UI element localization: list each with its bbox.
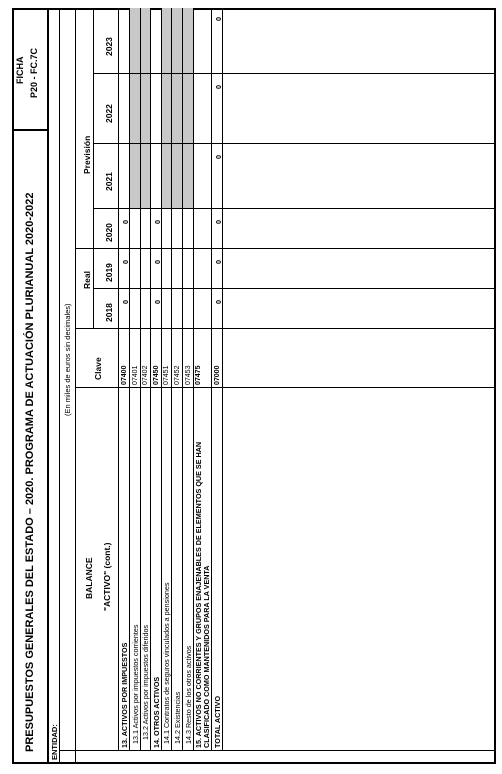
- value-cell: 0: [153, 260, 162, 264]
- value-cell: 0: [214, 17, 223, 21]
- value-cell: 0: [214, 300, 223, 304]
- row-label: CLASIFICADO COMO MANTENIDOS PARA LA VENTA: [202, 565, 211, 748]
- prevision-header: Previsión: [82, 135, 92, 174]
- value-cell: 0: [121, 220, 130, 224]
- year-header: 2022: [104, 104, 114, 123]
- value-cell: 0: [214, 260, 223, 264]
- real-header: Real: [82, 271, 92, 289]
- row-label: 15. ACTIVOS NO CORRIENTES Y GRUPOS ENAJENABLES DE ELEMENTOS QUE SE HAN: [194, 441, 203, 748]
- row-label: 14. OTROS ACTIVOS: [152, 676, 161, 748]
- value-cell: 0: [153, 220, 162, 224]
- ficha-code: P20 - FC.7C: [29, 47, 39, 98]
- value-cell: 0: [121, 300, 130, 304]
- year-header: 2019: [104, 263, 114, 282]
- year-header: 2021: [104, 172, 114, 191]
- year-header: 2018: [104, 303, 114, 322]
- value-cell: 0: [214, 85, 223, 89]
- value-cell: 0: [214, 220, 223, 224]
- row-label: 13.2 Activos por impuestos diferidos: [141, 624, 150, 740]
- year-header: 2023: [104, 37, 114, 56]
- clave-code: 07401: [132, 365, 139, 385]
- row-label: 14.1 Contratos de seguros vinculados a pensiones: [162, 582, 171, 744]
- clave-code: 07451: [163, 365, 170, 385]
- clave-code: 07402: [142, 365, 149, 385]
- clave-code: 07452: [174, 365, 181, 385]
- clave-code: 07400: [121, 365, 128, 385]
- value-cell: 0: [214, 155, 223, 159]
- clave-header: Clave: [93, 357, 103, 380]
- clave-code: 07450: [153, 365, 160, 385]
- value-cell: 0: [121, 260, 130, 264]
- row-label: 14.3 Resto de los otros activos: [184, 645, 193, 744]
- entidad-label: ENTIDAD:: [50, 724, 59, 760]
- value-cell: 0: [153, 300, 162, 304]
- units-note: (En miles de euros sin decimales): [63, 303, 72, 416]
- balance-header: BALANCE: [84, 557, 94, 599]
- clave-code: 07475: [195, 365, 202, 385]
- shaded-cell: [161, 8, 193, 208]
- row-label: 13. ACTIVOS POR IMPUESTOS: [120, 642, 129, 748]
- row-label: 14.2 Existencias: [173, 691, 182, 744]
- row-label: 13.1 Activos por impuestos corrientes: [131, 624, 140, 744]
- clave-code: 07453: [185, 365, 192, 385]
- page-title: PRESUPUESTOS GENERALES DEL ESTADO – 2020. PROGRAMA DE ACTUACIÓN PLURIANUAL 2020-2022: [24, 192, 36, 752]
- clave-code: 07000: [214, 365, 221, 385]
- row-label: TOTAL ACTIVO: [213, 695, 222, 748]
- ficha-label: FICHA: [15, 56, 25, 84]
- year-header: 2020: [104, 223, 114, 242]
- activo-cont-header: "ACTIVO" (cont.): [102, 542, 112, 611]
